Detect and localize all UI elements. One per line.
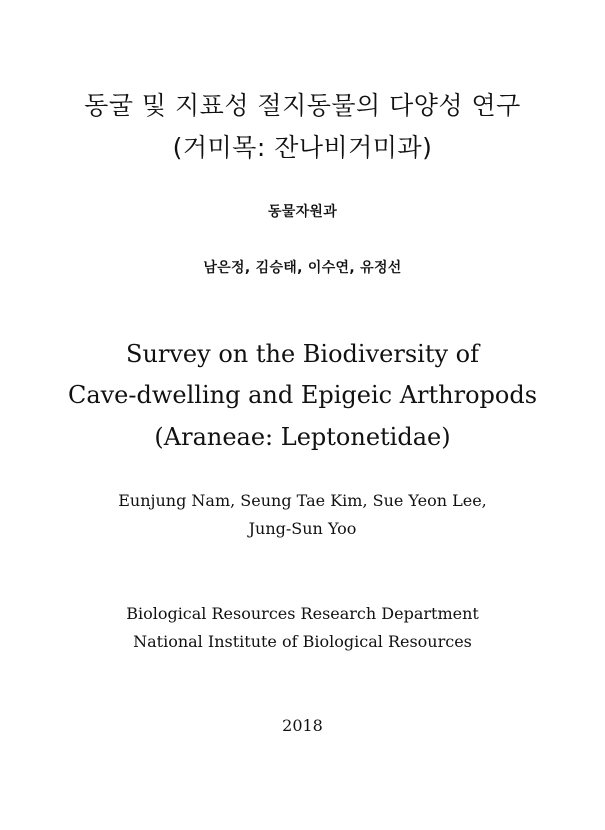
korean-title-line-1: 동굴 및 지표성 절지동물의 다양성 연구 xyxy=(84,91,521,120)
affiliation-line-1: Biological Resources Research Department xyxy=(126,604,479,623)
korean-authors: 남은정, 김승태, 이수연, 유정선 xyxy=(203,260,402,276)
korean-department: 동물자원과 xyxy=(267,204,338,220)
affiliation-line-2: National Institute of Biological Resources xyxy=(133,632,472,651)
korean-title-line-2: (거미목: 잔나비거미과) xyxy=(172,133,433,162)
english-title-line-3: (Araneae: Leptonetidae) xyxy=(154,423,451,451)
english-authors-line-1: Eunjung Nam, Seung Tae Kim, Sue Yeon Lee, xyxy=(118,491,487,510)
english-title-line-1: Survey on the Biodiversity of xyxy=(126,340,479,368)
english-title-line-2: Cave-dwelling and Epigeic Arthropods xyxy=(67,381,538,409)
publication-year: 2018 xyxy=(282,716,323,735)
english-authors-line-2: Jung-Sun Yoo xyxy=(248,519,357,538)
